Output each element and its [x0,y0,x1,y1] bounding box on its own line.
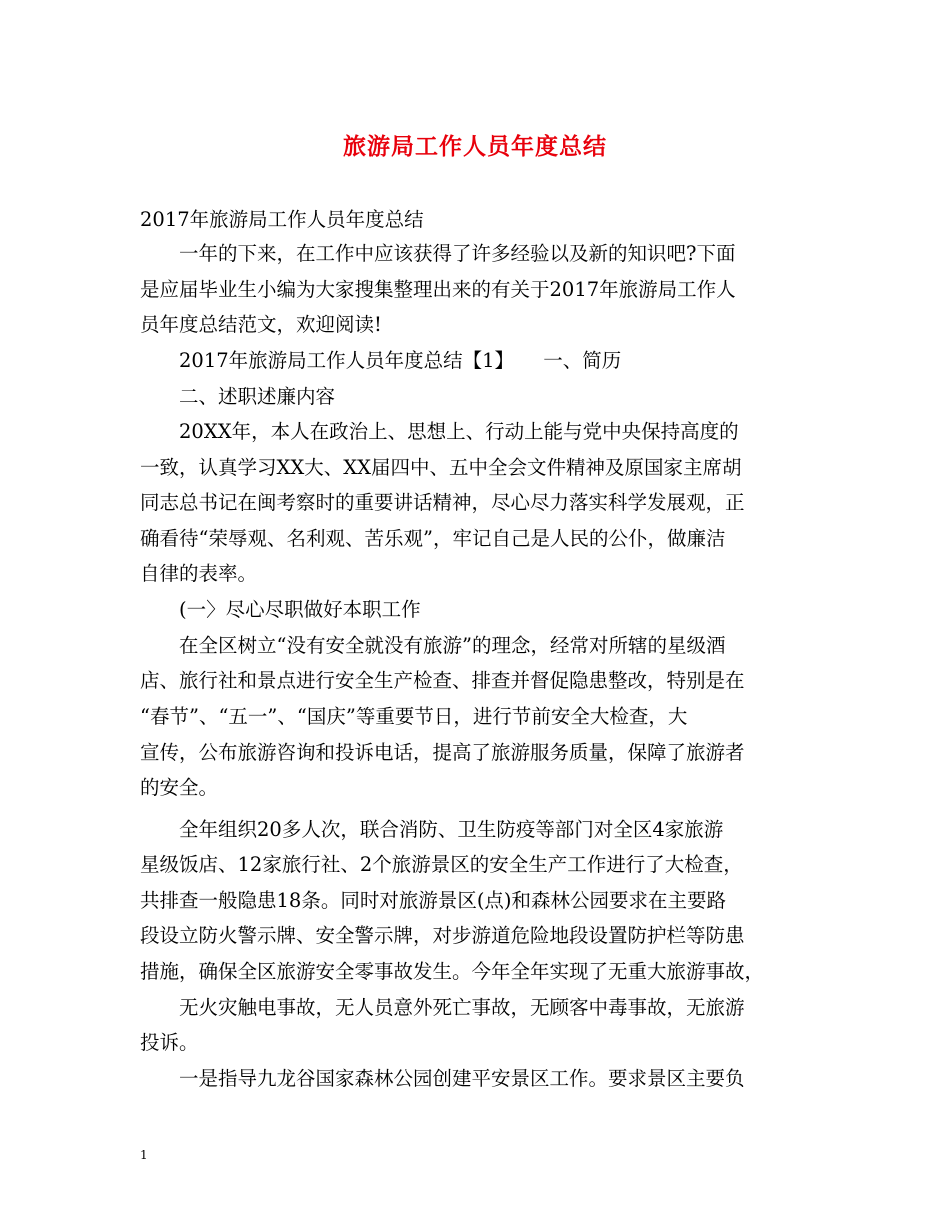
body-line: 段设立防火警示牌、安全警示牌，对步游道危险地段设置防护栏等防患 [140,924,745,947]
body-line: 20XX年，本人在政治上、思想上、行动上能与党中央保持高度的 [140,420,739,443]
document-title: 旅游局工作人员年度总结 [343,133,607,160]
body-line: 一致，认真学习XX大、XX届四中、五中全会文件精神及原国家主席胡 [140,456,742,479]
body-line: 全年组织20多人次，联合消防、卫生防疫等部门对全区4家旅游 [140,818,724,841]
body-line: 2017年旅游局工作人员年度总结 [140,208,424,231]
body-line: 宣传，公布旅游咨询和投诉电话，提高了旅游服务质量，保障了旅游者 [140,741,745,764]
body-line: 二、述职述廉内容 [140,385,336,408]
body-line: 星级饭店、12家旅行社、2个旅游景区的安全生产工作进行了大检查， [140,853,743,876]
body-line: 同志总书记在闽考察时的重要讲话精神，尽心尽力落实科学发展观，正 [140,491,745,514]
body-line: 确看待“荣辱观、名利观、苦乐观”，牢记自己是人民的公仆，做廉洁 [140,527,726,550]
body-line: 的安全。 [140,776,219,799]
body-line: 共排查一般隐患18条。同时对旅游景区(点)和森林公园要求在主要路 [140,889,727,912]
body-line: 自律的表率。 [140,562,258,585]
body-line: 在全区树立“没有安全就没有旅游”的理念，经常对所辖的星级酒 [140,634,726,657]
body-line: 员年度总结范文，欢迎阅读! [140,313,382,336]
body-line: 无火灾触电事故，无人员意外死亡事故，无顾客中毒事故，无旅游 [140,996,745,1019]
body-line: 措施，确保全区旅游安全零事故发生。今年全年实现了无重大旅游事故， [140,960,765,983]
body-line: 投诉。 [140,1031,199,1054]
body-line: “春节”、“五一”、“国庆”等重要节日，进行节前安全大检查，大 [140,705,688,728]
body-line: 店、旅行社和景点进行安全生产检查、排查并督促隐患整改，特别是在 [140,669,745,692]
body-line: (一〉尽心尽职做好本职工作 [140,598,421,621]
body-line: 一年的下来，在工作中应该获得了许多经验以及新的知识吧?下面 [140,242,736,265]
page-number: 1 [140,1148,148,1162]
body-line: 是应届毕业生小编为大家搜集整理出来的有关于2017年旅游局工作人 [140,278,736,301]
body-line: 2017年旅游局工作人员年度总结【1】 一、简历 [140,349,622,372]
body-line: 一是指导九龙谷国家森林公园创建平安景区工作。要求景区主要负 [140,1067,745,1090]
